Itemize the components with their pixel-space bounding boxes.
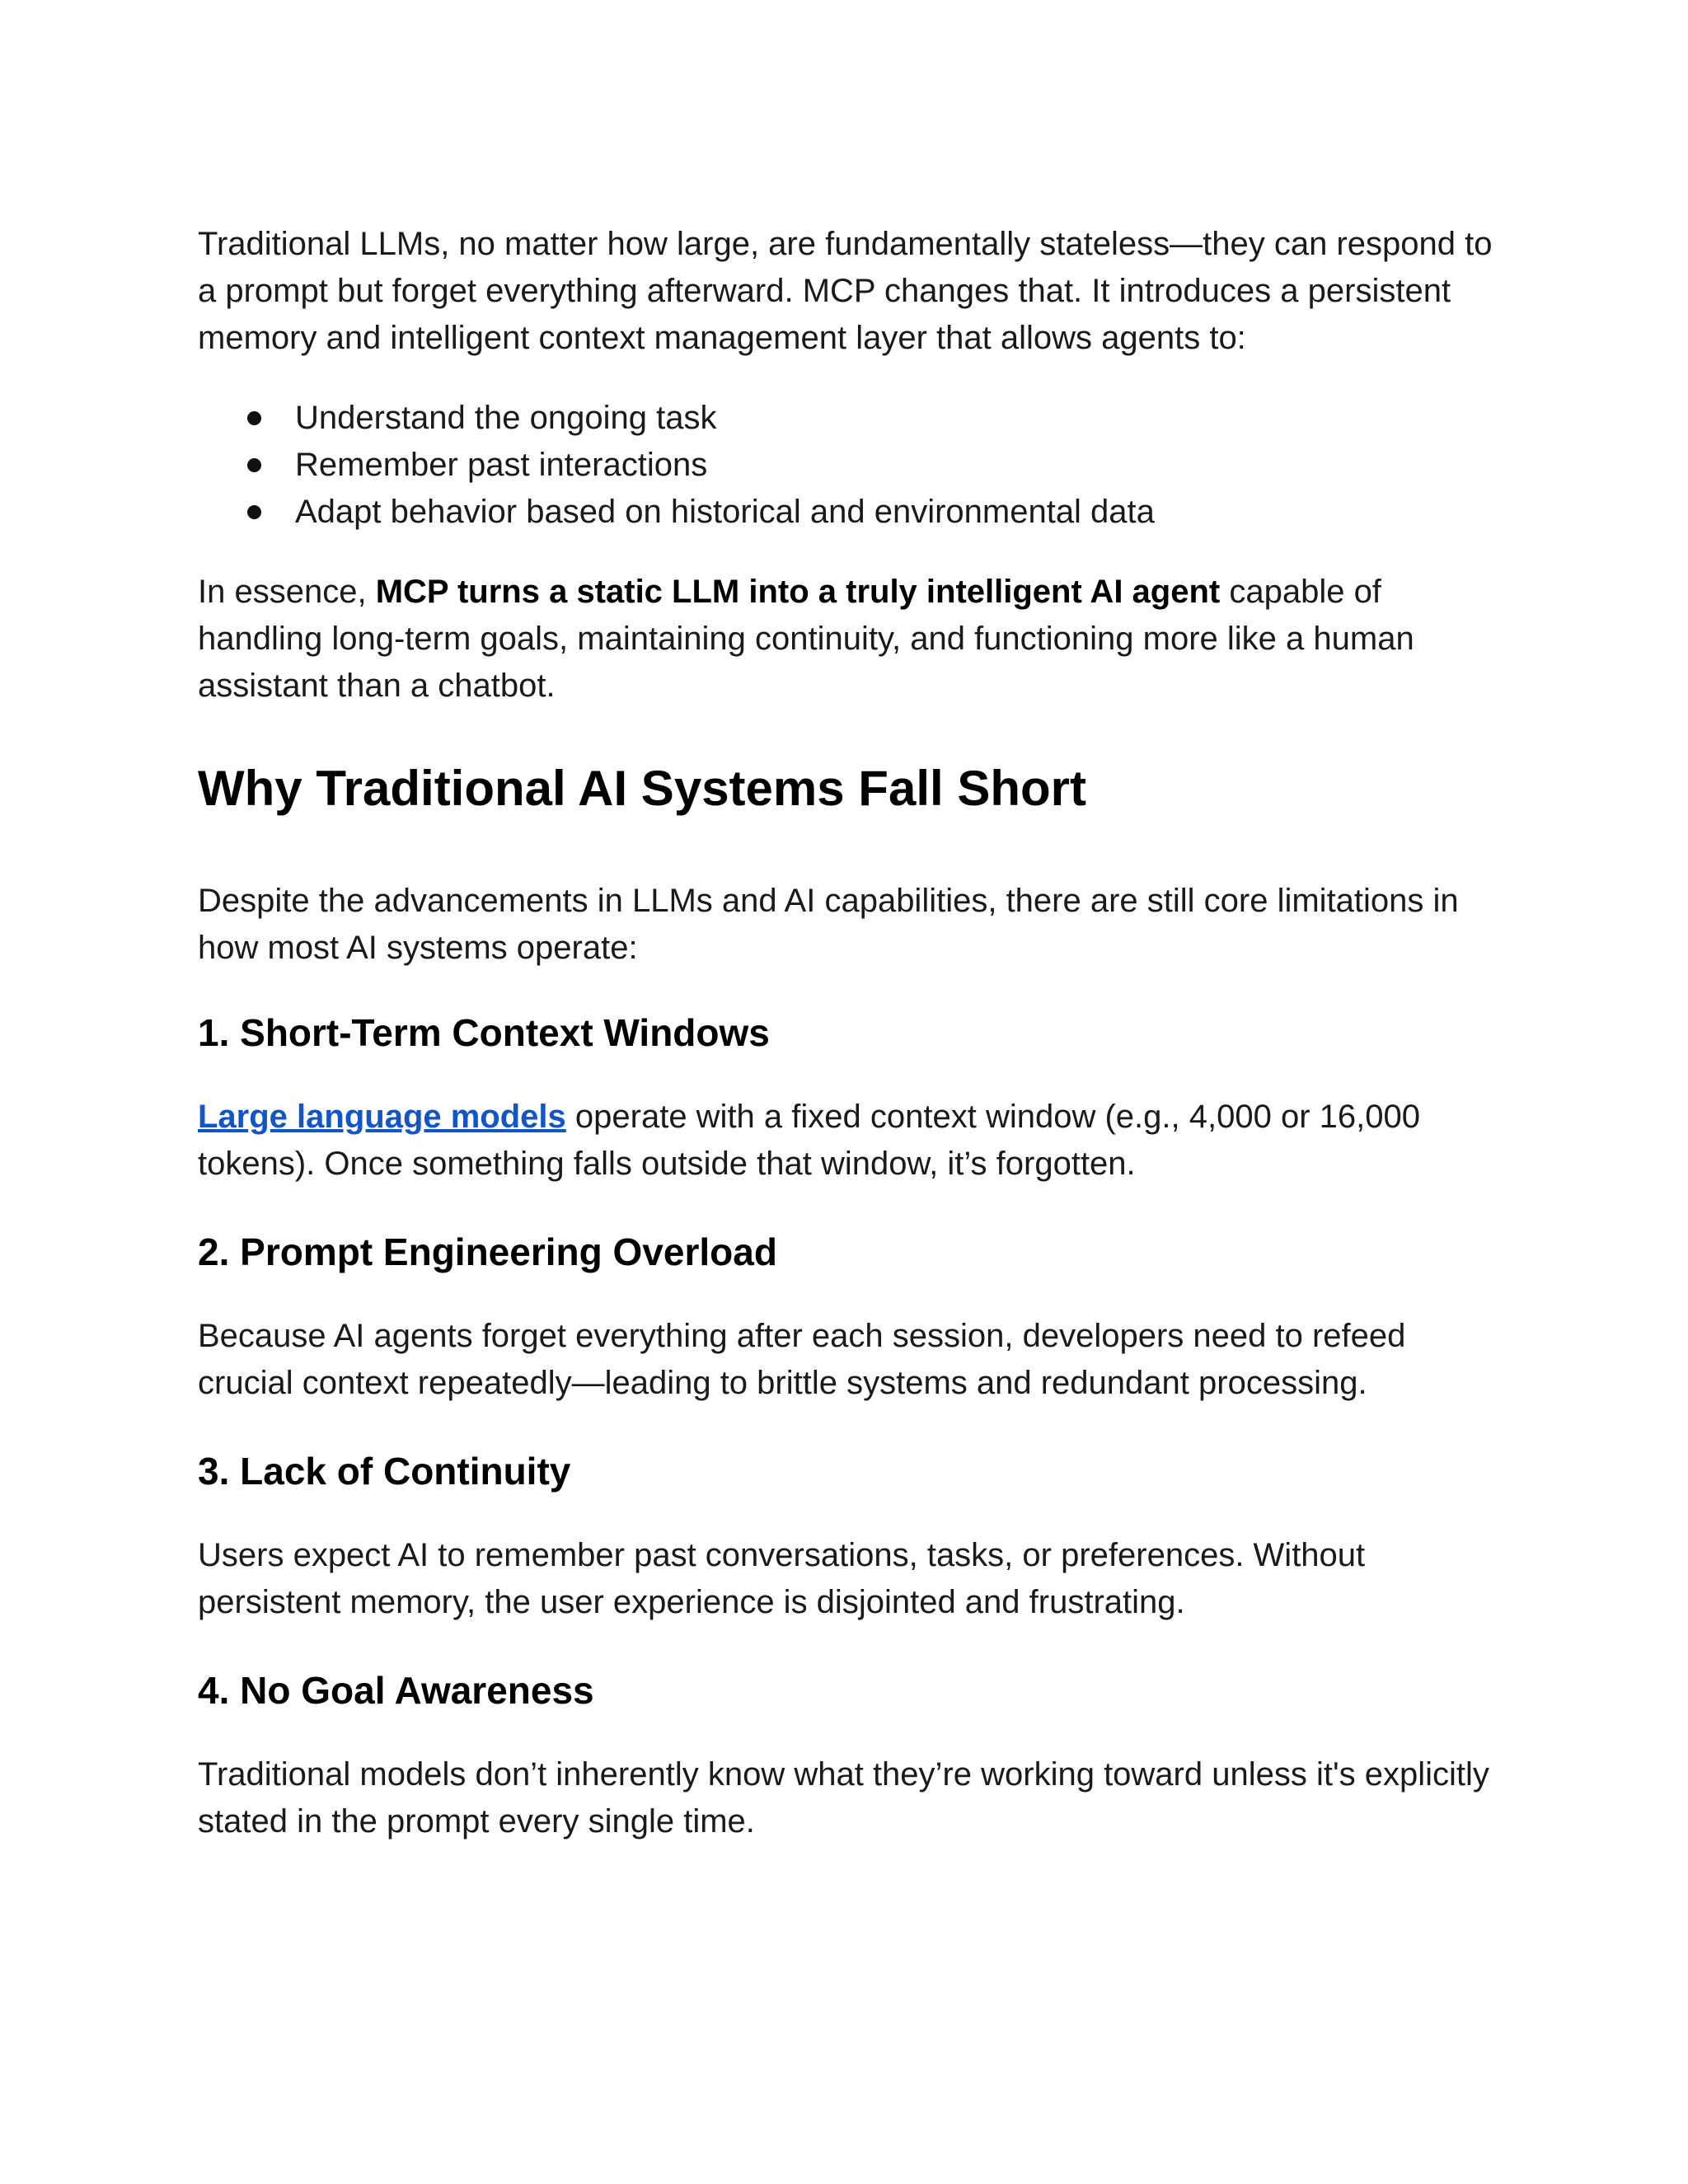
goal-awareness-paragraph: Traditional models don’t inherently know what they’re working toward unless it's explicitly stated in the prompt every single time.: [198, 1756, 1489, 1840]
subheading-prompt-engineering: 2. Prompt Engineering Overload: [198, 1230, 777, 1273]
list-item-text: Adapt behavior based on historical and environmental data: [295, 494, 1155, 530]
context-windows-paragraph: [198, 1094, 1500, 1188]
capabilities-list: [198, 395, 1500, 536]
subheading-continuity: 3. Lack of Continuity: [198, 1450, 571, 1493]
limitations-intro-paragraph: Despite the advancements in LLMs and AI capabilities, there are still core limitations in how most AI systems operate:: [198, 883, 1459, 966]
section-heading: Why Traditional AI Systems Fall Short: [198, 761, 1086, 816]
bullet-icon: [247, 458, 261, 472]
essence-text-start: In essence,: [198, 574, 376, 610]
list-item: [198, 489, 1500, 536]
list-item-text: Understand the ongoing task: [295, 400, 717, 436]
subheading-goal-awareness: 4. No Goal Awareness: [198, 1669, 594, 1712]
essence-paragraph: [198, 569, 1500, 710]
list-item-text: Remember past interactions: [295, 447, 708, 483]
context-windows-text: operate with a fixed context window (e.g., 4,000 or 16,000 tokens). Once something falls outside that window, it’s forgotten.: [198, 1099, 1420, 1182]
intro-paragraph: Traditional LLMs, no matter how large, are fundamentally stateless—they can respond to a prompt but forget everything afterward. MCP changes that. It introduces a persistent memory and intelligent context management layer that allows agents to:: [198, 226, 1493, 356]
continuity-paragraph: Users expect AI to remember past conversations, tasks, or preferences. Without persistent memory, the user experience is disjointed and frustrating.: [198, 1537, 1366, 1620]
bullet-icon: [247, 505, 261, 519]
prompt-engineering-paragraph: Because AI agents forget everything after each session, developers need to refeed crucial context repeatedly—leading to brittle systems and redundant processing.: [198, 1318, 1406, 1401]
large-language-models-link[interactable]: Large language models: [198, 1099, 566, 1135]
document-page: [198, 221, 1500, 1885]
essence-text-end: capable of handling long-term goals, maintaining continuity, and functioning more like a human assistant than a chatbot.: [198, 574, 1414, 704]
bullet-icon: [247, 411, 261, 425]
list-item: [198, 442, 1500, 489]
subheading-context-windows: 1. Short-Term Context Windows: [198, 1011, 770, 1054]
list-item: [198, 395, 1500, 442]
essence-bold-text: MCP turns a static LLM into a truly intelligent AI agent: [375, 574, 1221, 610]
